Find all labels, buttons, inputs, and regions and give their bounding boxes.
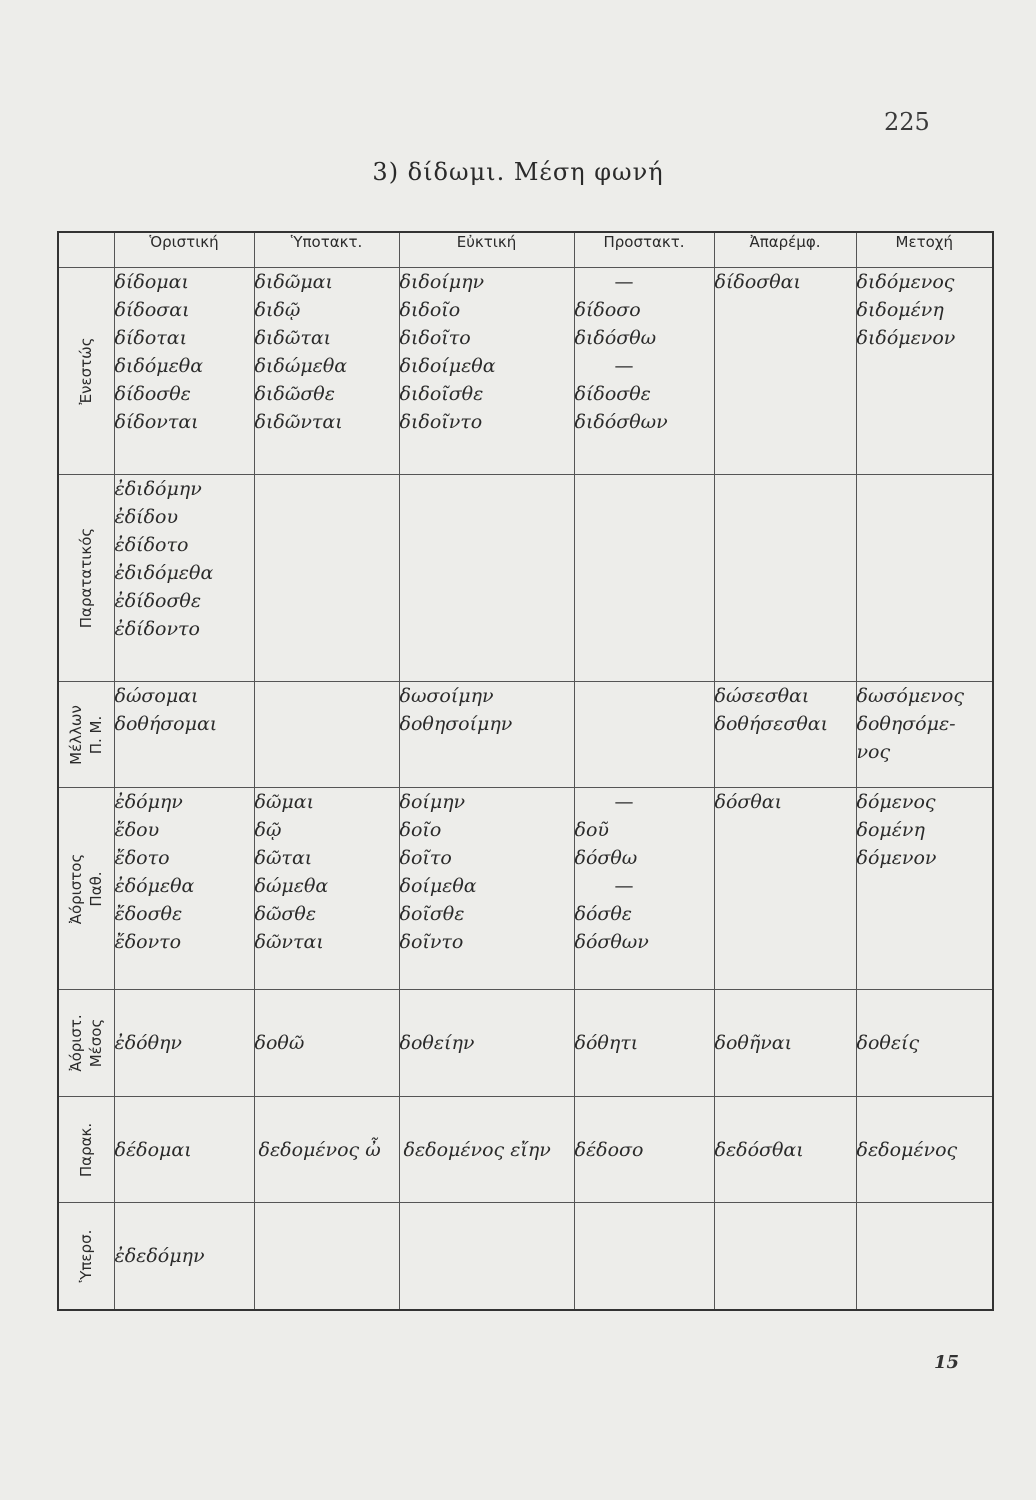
tense-pluperfect [58,1203,114,1310]
tense-label: Μέλλων [67,704,86,765]
imperfect-indicative [114,474,254,681]
form: δοίμην [399,791,466,814]
form: διδόμεθα [114,355,204,377]
pluperfect-infinitive [714,1203,856,1310]
form: δοῖντο [399,931,464,954]
tense-label: Παθ. [87,871,106,907]
page-number: 225 [884,108,930,136]
perfect-participle: δεδομένος [856,1096,993,1203]
form: διδῷ [254,299,301,321]
tense-future [58,681,114,788]
form: διδομένη [856,299,944,321]
aorist-middle-optative: δοθείην [399,990,574,1097]
perfect-imperative: δέδοσο [574,1096,714,1203]
conjugation-table [57,231,994,1311]
tense-label: Ἀόριστ. [67,1014,86,1072]
form: δοθήσομαι [114,712,218,735]
form: διδοίμεθα [399,355,496,377]
form: δώμεθα [254,875,329,898]
tense-label: Ἐνεστώς [77,337,96,405]
form: ἐδίδου [114,505,179,528]
form: δίδοται [114,327,188,349]
form: ἐδίδοσθε [114,589,202,612]
form: ἔδοτο [114,847,170,870]
form: δίδοσθε [114,383,191,405]
aorist-optative [399,788,574,990]
form: δώσεσθαι [714,684,810,707]
row-aorist-middle [58,990,993,1097]
imperfect-imperative [574,474,714,681]
form: διδῶμαι [254,271,333,293]
aorist-indicative [114,788,254,990]
form: δίδομαι [114,271,189,293]
form: δοῖτο [399,847,452,870]
form: δομένη [856,819,925,842]
aorist-infinitive [714,788,856,990]
tense-label: Ἀόριστος [67,853,86,925]
header-indicative: Ὁριστική [114,232,254,268]
present-optative [399,268,574,475]
form: — [614,791,634,814]
form: δίδοσθε [574,383,651,405]
form: διδόσθω [574,327,657,349]
present-imperative [574,268,714,475]
tense-aorist-middle [58,990,114,1097]
header-infinitive: Ἀπαρέμφ. [714,232,856,268]
form: δοῖσθε [399,903,465,926]
form: δοθησοίμην [399,712,513,735]
header-subjunctive: Ὑποτακτ. [254,232,399,268]
future-imperative [574,681,714,788]
aorist-imperative [574,788,714,990]
form: ἐδόμεθα [114,875,195,898]
form: δωσόμενος [856,684,965,707]
aorist-middle-infinitive: δοθῆναι [714,990,856,1097]
form: ἐδιδόμην [114,477,202,500]
row-imperfect [58,474,993,681]
present-participle [856,268,993,475]
form: δόσθων [574,931,649,954]
page-title: 3) δίδωμι. Μέση φωνή [372,158,664,186]
form: δοῖο [399,819,442,842]
tense-label: Μέσος [87,1018,106,1068]
form: διδοῖτο [399,327,471,349]
tense-label: Παρακ. [77,1122,96,1177]
tense-label: Παρατατικός [77,527,96,629]
form: δίδοσαι [114,299,190,321]
tense-perfect [58,1096,114,1203]
form: ἔδοντο [114,931,182,954]
form: διδόσθων [574,411,668,433]
pluperfect-imperative [574,1203,714,1310]
form: διδώμεθα [254,355,348,377]
row-present [58,268,993,475]
form: δῶμαι [254,791,315,814]
form: δόσθαι [714,791,783,814]
form: δόσθε [574,903,632,926]
form: διδοίμην [399,271,484,293]
perfect-subjunctive: δεδομένος ὦ [254,1096,399,1203]
pluperfect-optative [399,1203,574,1310]
form: ἐδόμην [114,791,183,814]
form: διδῶται [254,327,332,349]
pluperfect-indicative: ἐδεδόμην [114,1203,254,1310]
form: ἐδιδόμεθα [114,561,214,584]
form: δόμενον [856,847,937,870]
form: διδοῖσθε [399,383,484,405]
pluperfect-subjunctive [254,1203,399,1310]
form: δοῦ [574,819,609,842]
form: δῷ [254,819,282,842]
form: διδῶνται [254,411,343,433]
form: — [614,271,634,293]
header-imperative: Προστακτ. [574,232,714,268]
future-indicative [114,681,254,788]
present-indicative [114,268,254,475]
imperfect-optative [399,474,574,681]
row-perfect [58,1096,993,1203]
perfect-indicative: δέδομαι [114,1096,254,1203]
future-optative [399,681,574,788]
present-subjunctive [254,268,399,475]
tense-present [58,268,114,475]
aorist-middle-subjunctive: δοθῶ [254,990,399,1097]
form: δῶσθε [254,903,317,926]
form: διδόμενον [856,327,956,349]
future-subjunctive [254,681,399,788]
form: δόσθω [574,847,638,870]
row-pluperfect [58,1203,993,1310]
form: δῶται [254,847,313,870]
imperfect-participle [856,474,993,681]
form: διδόμενος [856,271,955,293]
perfect-optative: δεδομένος εἴην [399,1096,574,1203]
form: δοθησόμε- [856,712,956,735]
form: διδοῖντο [399,411,483,433]
row-aorist [58,788,993,990]
tense-aorist [58,788,114,990]
form: δοίμεθα [399,875,477,898]
form: δίδοσο [574,299,641,321]
form: — [614,355,634,377]
form: δώσομαι [114,684,199,707]
header-optative: Εὐκτική [399,232,574,268]
row-future [58,681,993,788]
aorist-middle-participle: δοθείς [856,990,993,1097]
signature-mark: 15 [934,1352,960,1373]
imperfect-subjunctive [254,474,399,681]
form: δοθήσεσθαι [714,712,829,735]
tense-label: Ὑπερσ. [77,1229,96,1283]
perfect-infinitive: δεδόσθαι [714,1096,856,1203]
form: ἐδίδοτο [114,533,189,556]
form: νος [856,740,891,763]
form: διδοῖο [399,299,461,321]
present-infinitive [714,268,856,475]
aorist-participle [856,788,993,990]
header-participle: Μετοχή [856,232,993,268]
aorist-middle-indicative: ἐδόθην [114,990,254,1097]
form: ἔδοσθε [114,903,183,926]
imperfect-infinitive [714,474,856,681]
aorist-subjunctive [254,788,399,990]
form: δίδονται [114,411,199,433]
aorist-middle-imperative: δόθητι [574,990,714,1097]
form: δῶνται [254,931,324,954]
future-infinitive [714,681,856,788]
tense-imperfect [58,474,114,681]
future-participle [856,681,993,788]
form: δόμενος [856,791,936,814]
tense-label: Π. Μ. [87,715,106,754]
pluperfect-participle [856,1203,993,1310]
header-corner [58,232,114,268]
form: — [614,875,634,898]
header-row [58,232,993,268]
form: δίδοσθαι [714,271,801,293]
form: ἔδου [114,819,160,842]
form: διδῶσθε [254,383,335,405]
form: δωσοίμην [399,684,494,707]
form: ἐδίδοντο [114,617,200,640]
